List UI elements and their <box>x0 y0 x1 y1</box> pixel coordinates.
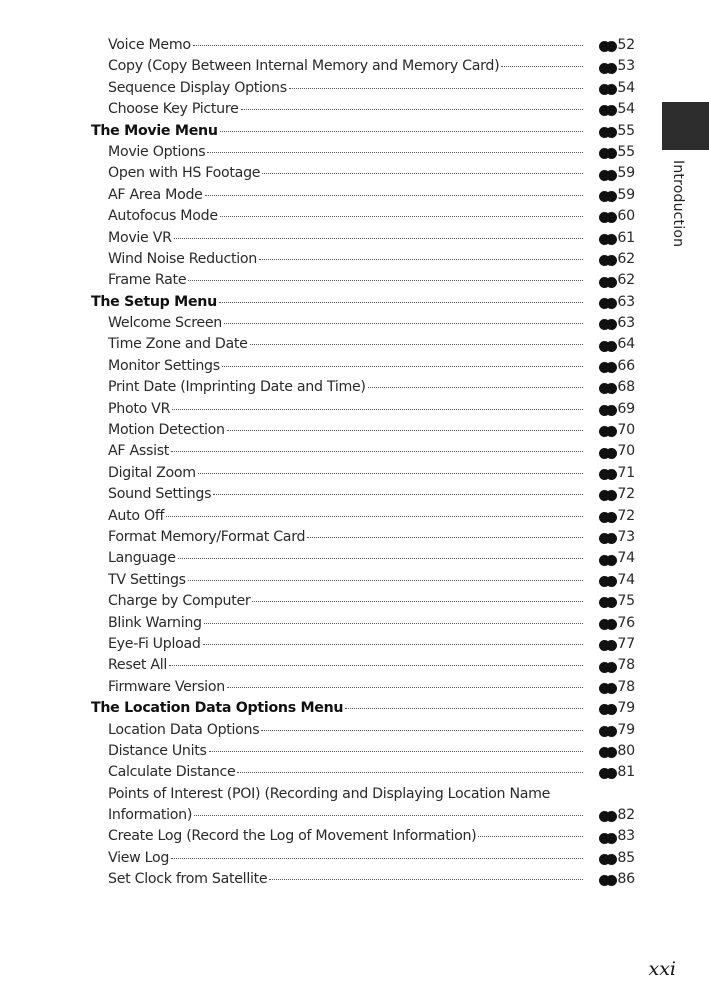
toc-entry-title-wrap <box>91 142 585 163</box>
toc-page-reference <box>589 292 635 313</box>
reference-section-icon <box>599 254 616 265</box>
reference-section-icon <box>599 489 616 500</box>
toc-entry-title: AF Area Mode <box>108 186 203 203</box>
dot-leader <box>213 494 583 495</box>
dot-leader <box>222 366 583 367</box>
reference-section-icon <box>599 126 616 137</box>
toc-page-reference <box>589 484 635 505</box>
toc-page-reference <box>589 35 635 56</box>
toc-page-number: 73 <box>617 528 635 545</box>
toc-entry[interactable] <box>91 826 635 847</box>
chapter-tab-marker <box>662 102 709 150</box>
dot-leader <box>501 66 583 67</box>
toc-page-number: 81 <box>617 764 635 781</box>
toc-page-number: 78 <box>617 678 635 695</box>
toc-page-number: 70 <box>617 422 635 439</box>
reference-section-icon <box>599 147 616 158</box>
toc-page-reference <box>589 527 635 548</box>
dot-leader <box>174 238 583 239</box>
toc-entry[interactable] <box>91 463 635 484</box>
toc-entry-title: Monitor Settings <box>108 357 220 374</box>
toc-page-number: 54 <box>617 101 635 118</box>
reference-section-icon <box>599 190 616 201</box>
toc-page-reference <box>589 249 635 270</box>
toc-entry-title: Language <box>108 550 176 567</box>
reference-section-icon <box>599 318 616 329</box>
toc-entry[interactable] <box>91 869 635 890</box>
toc-entry-title: Auto Off <box>108 507 165 524</box>
toc-page-reference <box>589 655 635 676</box>
toc-page-reference <box>589 270 635 291</box>
dot-leader <box>193 45 583 46</box>
toc-page-reference <box>589 206 635 227</box>
toc-entry[interactable] <box>91 35 635 56</box>
toc-entry-title-wrap <box>91 634 585 655</box>
reference-section-icon <box>599 639 616 650</box>
toc-entry-title-wrap <box>91 206 585 227</box>
toc-page-number: 77 <box>617 635 635 652</box>
toc-entry-title: Frame Rate <box>108 272 187 289</box>
toc-entry-title-wrap <box>91 548 585 569</box>
reference-section-icon <box>599 361 616 372</box>
dot-leader <box>171 451 583 452</box>
dot-leader <box>205 195 583 196</box>
toc-entry-title: Movie Options <box>108 143 206 160</box>
toc-page-reference <box>589 163 635 184</box>
dot-leader <box>269 879 583 880</box>
toc-entry[interactable] <box>91 591 635 612</box>
reference-section-icon <box>599 832 616 843</box>
dot-leader <box>220 131 583 132</box>
reference-section-icon <box>599 575 616 586</box>
toc-entry-title-wrap <box>91 570 585 591</box>
toc-page-number: 53 <box>617 58 635 75</box>
toc-entry-title-wrap <box>91 869 585 890</box>
toc-entry[interactable] <box>91 270 635 291</box>
reference-section-icon <box>599 169 616 180</box>
toc-entry-title: Reset All <box>108 657 168 674</box>
toc-entry-title: Calculate Distance <box>108 764 236 781</box>
toc-entry[interactable] <box>91 163 635 184</box>
reference-section-icon <box>599 810 616 821</box>
toc-entry-title-wrap <box>91 270 585 291</box>
toc-page-number: 59 <box>617 186 635 203</box>
reference-section-icon <box>599 746 616 757</box>
toc-entry-line <box>91 784 635 805</box>
toc-entry[interactable] <box>91 741 635 762</box>
dot-leader <box>250 344 583 345</box>
toc-page-number: 71 <box>617 464 635 481</box>
toc-page-number: 82 <box>617 807 635 824</box>
reference-section-icon <box>599 618 616 629</box>
toc-page-reference <box>589 741 635 762</box>
toc-section-heading[interactable] <box>91 121 635 142</box>
toc-entry-title: Digital Zoom <box>108 464 196 481</box>
toc-entry[interactable] <box>91 377 635 398</box>
reference-section-icon <box>599 211 616 222</box>
toc-entry[interactable] <box>91 206 635 227</box>
toc-entry-title: The Location Data Options Menu <box>91 700 344 717</box>
toc-entry[interactable] <box>91 142 635 163</box>
toc-entry-title-wrap <box>91 826 585 847</box>
toc-page-reference <box>589 99 635 120</box>
toc-entry-title: Set Clock from Satellite <box>108 871 268 888</box>
toc-entry[interactable] <box>91 334 635 355</box>
toc-entry-title: Firmware Version <box>108 678 225 695</box>
toc-entry-title-wrap <box>91 334 585 355</box>
toc-entry-title-wrap <box>91 185 585 206</box>
dot-leader <box>224 323 583 324</box>
toc-page-reference <box>589 228 635 249</box>
toc-page-reference <box>589 377 635 398</box>
toc-entry[interactable] <box>91 441 635 462</box>
reference-section-icon <box>599 297 616 308</box>
toc-page-reference <box>589 142 635 163</box>
toc-entry[interactable] <box>91 506 635 527</box>
toc-entry-title-wrap <box>91 784 585 805</box>
toc-page-reference <box>589 720 635 741</box>
reference-section-icon <box>599 532 616 543</box>
toc-entry-title: Print Date (Imprinting Date and Time) <box>108 379 366 396</box>
dot-leader <box>188 280 583 281</box>
toc-page-reference <box>589 570 635 591</box>
toc-page-number: 85 <box>617 849 635 866</box>
toc-page-reference <box>589 805 635 826</box>
toc-entry-title-wrap <box>91 56 585 77</box>
toc-entry[interactable] <box>91 56 635 77</box>
toc-page-reference <box>589 56 635 77</box>
toc-entry-title-wrap <box>91 313 585 334</box>
dot-leader <box>252 601 583 602</box>
toc-entry[interactable] <box>91 78 635 99</box>
toc-entry[interactable] <box>91 228 635 249</box>
toc-entry-title: Format Memory/Format Card <box>108 528 306 545</box>
toc-entry-title-wrap <box>91 121 585 142</box>
dot-leader <box>219 302 583 303</box>
toc-entry-title: Blink Warning <box>108 614 202 631</box>
toc-page-number: 62 <box>617 272 635 289</box>
reference-section-icon <box>599 425 616 436</box>
toc-entry-title-wrap <box>91 228 585 249</box>
toc-entry-title-wrap <box>91 356 585 377</box>
toc-entry[interactable] <box>91 249 635 270</box>
toc-entry[interactable] <box>91 570 635 591</box>
toc-entry-title: Autofocus Mode <box>108 208 218 225</box>
toc-entry-title-wrap <box>91 484 585 505</box>
toc-entry-title: Charge by Computer <box>108 593 251 610</box>
page-number: xxi <box>648 958 676 980</box>
toc-entry-title: TV Settings <box>108 571 186 588</box>
reference-section-icon <box>599 511 616 522</box>
toc-page-reference <box>589 634 635 655</box>
toc-entry-title: The Setup Menu <box>91 293 217 310</box>
toc-page-number: 86 <box>617 871 635 888</box>
toc-entry-title: Movie VR <box>108 229 172 246</box>
reference-section-icon <box>599 703 616 714</box>
toc-entry[interactable] <box>91 655 635 676</box>
toc-page-number: 74 <box>617 550 635 567</box>
dot-leader <box>241 109 583 110</box>
toc-page-reference <box>589 463 635 484</box>
dot-leader <box>171 858 583 859</box>
toc-entry[interactable] <box>91 762 635 783</box>
dot-leader <box>169 665 583 666</box>
reference-section-icon <box>599 340 616 351</box>
toc-entry[interactable] <box>91 634 635 655</box>
dot-leader <box>261 730 583 731</box>
toc-entry[interactable] <box>91 613 635 634</box>
toc-section-heading[interactable] <box>91 698 635 719</box>
dot-leader <box>209 751 583 752</box>
toc-page-number: 68 <box>617 379 635 396</box>
toc-entry[interactable] <box>91 848 635 869</box>
dot-leader <box>203 644 583 645</box>
toc-entry-title: Location Data Options <box>108 721 260 738</box>
dot-leader <box>194 815 583 816</box>
toc-entry[interactable] <box>91 548 635 569</box>
toc-page-reference <box>589 185 635 206</box>
reference-section-icon <box>599 554 616 565</box>
toc-entry-title-wrap <box>91 463 585 484</box>
toc-page-number: 63 <box>617 315 635 332</box>
toc-entry-title-wrap <box>91 698 585 719</box>
reference-section-icon <box>599 874 616 885</box>
dot-leader <box>204 623 583 624</box>
toc-page-reference <box>589 677 635 698</box>
toc-entry-title: Points of Interest (POI) (Recording and Displaying Location Name <box>108 785 551 802</box>
toc-entry-title-wrap <box>91 99 585 120</box>
reference-section-icon <box>599 276 616 287</box>
toc-entry[interactable] <box>91 420 635 441</box>
dot-leader <box>166 516 583 517</box>
toc-entry[interactable] <box>91 185 635 206</box>
dot-leader <box>207 152 583 153</box>
toc-entry-title-wrap <box>91 78 585 99</box>
reference-section-icon <box>599 104 616 115</box>
reference-section-icon <box>599 233 616 244</box>
reference-section-icon <box>599 596 616 607</box>
dot-leader <box>178 558 583 559</box>
toc-entry-title-wrap <box>91 762 585 783</box>
toc-entry-title-wrap <box>91 249 585 270</box>
toc-page-reference <box>589 591 635 612</box>
toc-page-number: 63 <box>617 293 635 310</box>
toc-entry[interactable] <box>91 527 635 548</box>
dot-leader <box>237 772 583 773</box>
dot-leader <box>368 387 583 388</box>
dot-leader <box>345 708 583 709</box>
reference-section-icon <box>599 62 616 73</box>
dot-leader <box>262 173 583 174</box>
toc-entry-title: Information) <box>108 807 193 824</box>
toc-entry-title-wrap <box>91 35 585 56</box>
reference-section-icon <box>599 661 616 672</box>
toc-page-reference <box>589 121 635 142</box>
toc-page-number: 78 <box>617 657 635 674</box>
toc-page-number: 74 <box>617 571 635 588</box>
toc-page-number: 60 <box>617 208 635 225</box>
toc-entry-title-wrap <box>91 399 585 420</box>
toc-entry-title-wrap <box>91 720 585 741</box>
reference-section-icon <box>599 382 616 393</box>
dot-leader <box>227 687 583 688</box>
toc-entry-title-wrap <box>91 292 585 313</box>
dot-leader <box>198 473 583 474</box>
toc-entry-title-wrap <box>91 848 585 869</box>
toc-entry[interactable] <box>91 677 635 698</box>
toc-page-number: 79 <box>617 721 635 738</box>
toc-page-number: 52 <box>617 37 635 53</box>
toc-page-number: 62 <box>617 250 635 267</box>
toc-entry-title-wrap <box>91 420 585 441</box>
toc-page-reference <box>589 506 635 527</box>
toc-page-number: 61 <box>617 229 635 246</box>
toc-entry-title: Voice Memo <box>108 37 191 53</box>
toc-entry-title-wrap <box>91 655 585 676</box>
toc-page-number: 54 <box>617 79 635 96</box>
toc-entry-title: Copy (Copy Between Internal Memory and Memory Card) <box>108 58 500 75</box>
toc-page-number: 70 <box>617 443 635 460</box>
toc-page-number: 59 <box>617 165 635 182</box>
toc-section-heading[interactable] <box>91 292 635 313</box>
toc-page-reference <box>589 826 635 847</box>
toc-entry-title-wrap <box>91 591 585 612</box>
toc-page-reference <box>589 848 635 869</box>
toc-page-number: 83 <box>617 828 635 845</box>
toc-entry[interactable] <box>91 356 635 377</box>
dot-leader <box>188 580 583 581</box>
table-of-contents <box>91 35 635 891</box>
toc-page-number: 69 <box>617 400 635 417</box>
toc-page-number: 72 <box>617 507 635 524</box>
toc-page-reference <box>589 613 635 634</box>
toc-entry-title: Time Zone and Date <box>108 336 248 353</box>
toc-page-number: 72 <box>617 486 635 503</box>
toc-entry-title: Distance Units <box>108 742 207 759</box>
toc-page-reference <box>589 334 635 355</box>
toc-entry[interactable] <box>91 99 635 120</box>
toc-entry-title-wrap <box>91 163 585 184</box>
toc-entry-title-wrap <box>91 677 585 698</box>
toc-entry-title: Photo VR <box>108 400 171 417</box>
toc-entry-title-wrap <box>91 441 585 462</box>
toc-page-reference <box>589 399 635 420</box>
toc-entry-title: Sound Settings <box>108 486 212 503</box>
reference-section-icon <box>599 447 616 458</box>
toc-entry-title: Sequence Display Options <box>108 79 287 96</box>
toc-entry[interactable] <box>91 805 635 826</box>
reference-section-icon <box>599 725 616 736</box>
toc-page-number: 55 <box>617 122 635 139</box>
toc-entry-title: The Movie Menu <box>91 122 218 139</box>
toc-entry[interactable] <box>91 399 635 420</box>
toc-entry-title-wrap <box>91 613 585 634</box>
toc-entry-title-wrap <box>91 741 585 762</box>
dot-leader <box>227 430 583 431</box>
reference-section-icon <box>599 468 616 479</box>
toc-page-number: 80 <box>617 742 635 759</box>
toc-entry-title: Open with HS Footage <box>108 165 261 182</box>
reference-section-icon <box>599 682 616 693</box>
toc-page-number: 55 <box>617 143 635 160</box>
reference-section-icon <box>599 767 616 778</box>
dot-leader <box>289 88 583 89</box>
toc-entry[interactable] <box>91 484 635 505</box>
dot-leader <box>259 259 583 260</box>
toc-page-reference <box>589 420 635 441</box>
toc-entry-title: Eye-Fi Upload <box>108 635 201 652</box>
toc-page-reference <box>589 869 635 890</box>
toc-page-number: 76 <box>617 614 635 631</box>
chapter-side-label: Introduction <box>670 160 686 248</box>
toc-page-number: 64 <box>617 336 635 353</box>
reference-section-icon <box>599 404 616 415</box>
toc-entry-title-wrap <box>91 377 585 398</box>
toc-page-reference <box>589 441 635 462</box>
dot-leader <box>220 216 583 217</box>
toc-entry[interactable] <box>91 720 635 741</box>
toc-page-reference <box>589 762 635 783</box>
toc-page-reference <box>589 78 635 99</box>
toc-entry-title: Choose Key Picture <box>108 101 239 118</box>
toc-entry-title: Wind Noise Reduction <box>108 250 257 267</box>
toc-page-reference <box>589 356 635 377</box>
toc-entry-title-wrap <box>91 527 585 548</box>
dot-leader <box>172 409 583 410</box>
toc-entry-title: Create Log (Record the Log of Movement Information) <box>108 828 477 845</box>
toc-entry-title-wrap <box>91 805 585 826</box>
dot-leader <box>478 836 583 837</box>
toc-entry-title: Motion Detection <box>108 422 225 439</box>
toc-page-reference <box>589 698 635 719</box>
toc-entry[interactable] <box>91 313 635 334</box>
toc-entry-title: View Log <box>108 849 170 866</box>
reference-section-icon <box>599 83 616 94</box>
toc-page-number: 66 <box>617 357 635 374</box>
reference-section-icon <box>599 40 616 51</box>
toc-page-reference <box>589 313 635 334</box>
toc-page-number: 75 <box>617 593 635 610</box>
toc-page-reference <box>589 548 635 569</box>
toc-page-number: 79 <box>617 700 635 717</box>
reference-section-icon <box>599 853 616 864</box>
toc-entry-title: AF Assist <box>108 443 170 460</box>
dot-leader <box>307 537 583 538</box>
toc-entry-title-wrap <box>91 506 585 527</box>
toc-entry-title: Welcome Screen <box>108 315 222 332</box>
